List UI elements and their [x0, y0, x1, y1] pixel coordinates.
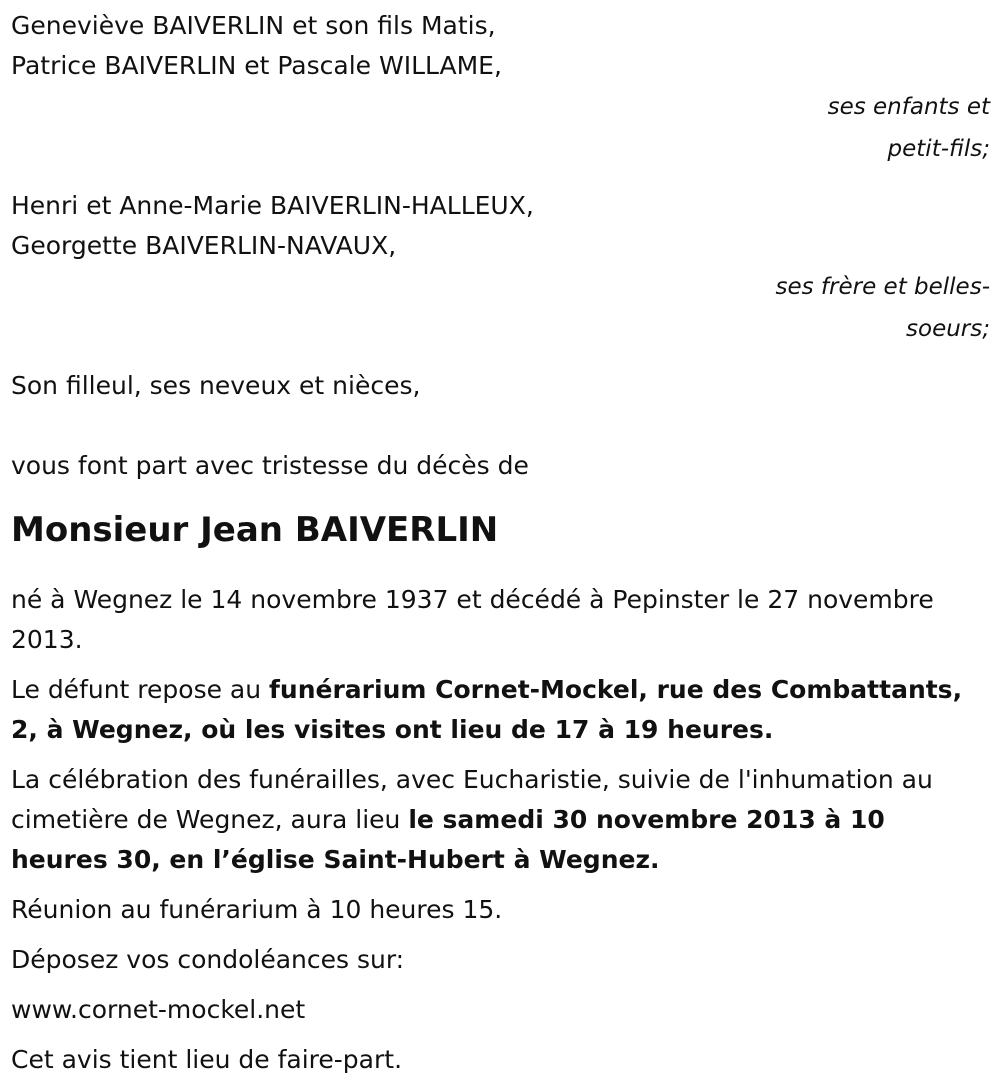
repose-paragraph — [11, 670, 990, 750]
repose-location: funérarium Cornet-Mockel, rue des Combattants, 2, à Wegnez, où les visites ont lieu de 17 à 19 heures. — [11, 675, 963, 744]
family-children-line-2: Patrice BAIVERLIN et Pascale WILLAME, — [11, 51, 502, 80]
ceremony-details: le samedi 30 novembre 2013 à 10 heures 30, en l’église Saint-Hubert à Wegnez. — [11, 805, 885, 874]
condolences-label: Déposez vos condoléances sur: — [11, 945, 405, 974]
spacer — [11, 552, 990, 580]
children-role-line-2: petit-fils; — [887, 136, 990, 162]
ceremony-paragraph — [11, 760, 990, 880]
deceased-name: Monsieur Jean BAIVERLIN — [11, 510, 499, 550]
spacer — [11, 170, 990, 186]
birth-death-paragraph: né à Wegnez le 14 novembre 1937 et décédé à Pepinster le 27 novembre 2013. — [11, 585, 934, 654]
announcement-line: vous font part avec tristesse du décès de — [11, 451, 529, 480]
ceremony-prefix: La célébration des funérailles, avec Eucharistie, suivie de l'inhumation au cimetière de Wegnez, aura lieu — [11, 765, 933, 834]
repose-prefix: Le défunt repose au — [11, 675, 270, 704]
closing-paragraph: Cet avis tient lieu de faire-part. — [11, 1045, 403, 1074]
children-role-line-1: ses enfants et — [827, 94, 990, 120]
website-text: www.cornet-mockel.net — [11, 995, 306, 1024]
siblings-role-line-2: soeurs; — [906, 316, 990, 342]
spacer — [11, 350, 990, 366]
spacer — [11, 406, 990, 446]
family-siblings-line-1: Henri et Anne-Marie BAIVERLIN-HALLEUX, — [11, 191, 534, 220]
siblings-role-line-1: ses frère et belles- — [775, 274, 990, 300]
meeting-paragraph: Réunion au funérarium à 10 heures 15. — [11, 895, 503, 924]
godson-nephews-line: Son filleul, ses neveux et nièces, — [11, 371, 421, 400]
family-siblings-line-2: Georgette BAIVERLIN-NAVAUX, — [11, 231, 397, 260]
family-children-line-1: Geneviève BAIVERLIN et son fils Matis, — [11, 11, 496, 40]
